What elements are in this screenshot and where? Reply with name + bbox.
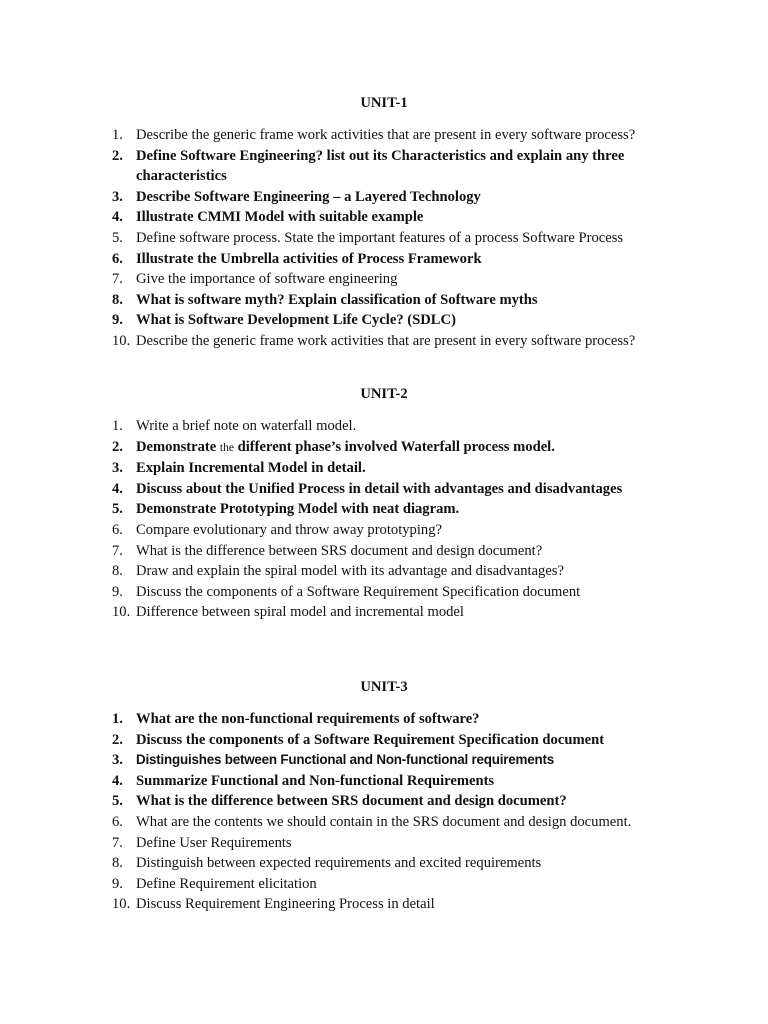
question-number: 6.	[112, 813, 123, 830]
question-number: 4.	[112, 772, 123, 789]
question-item	[112, 499, 672, 520]
question-item	[112, 750, 672, 771]
question-text: Difference between spiral model and incremental model	[136, 604, 464, 621]
question-item	[112, 416, 672, 437]
question-number: 3.	[112, 188, 123, 205]
question-item	[112, 602, 672, 623]
question-text: Illustrate the Umbrella activities of Process Framework	[136, 250, 482, 267]
question-text: Discuss the components of a Software Requirement Specification document	[136, 731, 605, 748]
question-item	[112, 582, 672, 603]
unit-2-question-list	[112, 416, 672, 623]
question-text: Demonstrate Prototyping Model with neat diagram.	[136, 501, 460, 518]
question-number: 8.	[112, 563, 123, 580]
question-item	[112, 458, 672, 479]
question-number: 1.	[112, 418, 123, 434]
question-item	[112, 249, 672, 270]
question-text: Describe the generic frame work activities that are present in every software process?	[136, 127, 636, 143]
question-item	[112, 437, 672, 459]
unit-2-title: UNIT-2	[360, 386, 408, 402]
question-number: 3.	[112, 752, 123, 769]
question-number: 2.	[112, 731, 123, 748]
question-text: What is the difference between SRS document and design document?	[136, 542, 543, 559]
question-item	[112, 541, 672, 562]
question-item	[112, 791, 672, 812]
question-text: Discuss about the Unified Process in detail with advantages and disadvantages	[136, 480, 623, 497]
question-number: 10.	[112, 896, 131, 913]
question-number: 3.	[112, 460, 123, 477]
question-item	[112, 187, 672, 208]
question-item	[112, 228, 672, 249]
question-item	[112, 269, 672, 290]
question-number: 7.	[112, 542, 123, 559]
question-text: Give the importance of software engineering	[136, 271, 398, 288]
question-number: 6.	[112, 521, 123, 538]
question-number: 8.	[112, 855, 123, 872]
question-item	[112, 812, 672, 833]
question-number: 1.	[112, 711, 123, 727]
question-text: Describe Software Engineering – a Layered Technology	[136, 188, 481, 205]
question-text: Discuss the components of a Software Requirement Specification document	[136, 583, 581, 600]
question-item	[112, 561, 672, 582]
question-number: 7.	[112, 271, 123, 288]
question-text: What is the difference between SRS document and design document?	[136, 793, 567, 810]
question-text: What is software myth? Explain classification of Software myths	[136, 291, 538, 308]
question-item	[112, 853, 672, 874]
question-item	[112, 833, 672, 854]
question-number: 4.	[112, 209, 123, 226]
question-item	[112, 520, 672, 541]
question-text: What are the contents we should contain in the SRS document and design document.	[136, 813, 632, 830]
question-number: 2.	[112, 147, 123, 164]
question-text: Discuss Requirement Engineering Process in detail	[136, 896, 435, 913]
question-number: 2.	[112, 438, 123, 455]
question-item	[112, 894, 672, 915]
question-item	[112, 771, 672, 792]
question-text: Define Requirement elicitation	[136, 875, 317, 892]
question-number: 10.	[112, 332, 131, 349]
question-text-small-word: the	[219, 441, 234, 454]
question-item	[112, 310, 672, 331]
unit-3-title: UNIT-3	[360, 679, 408, 695]
question-text-part-a: Demonstrate	[136, 438, 217, 455]
question-number: 1.	[112, 127, 123, 143]
question-text: Define Software Engineering? list out its Characteristics and explain any three characteristics	[136, 147, 625, 185]
question-number: 9.	[112, 312, 123, 329]
question-number: 7.	[112, 834, 123, 851]
question-text: Summarize Functional and Non-functional Requirements	[136, 772, 495, 789]
question-item	[112, 125, 672, 146]
question-text: What are the non-functional requirements of software?	[136, 711, 480, 727]
question-text: Distinguishes between Functional and Non-functional requirements	[136, 752, 554, 768]
question-number: 8.	[112, 291, 123, 308]
question-number: 5.	[112, 229, 123, 246]
question-number: 5.	[112, 501, 123, 518]
question-item	[112, 331, 672, 352]
unit-3-question-list	[112, 709, 672, 915]
question-item	[112, 730, 672, 751]
question-number: 4.	[112, 480, 123, 497]
question-item	[112, 874, 672, 895]
question-number: 9.	[112, 583, 123, 600]
question-text: Compare evolutionary and throw away prototyping?	[136, 521, 442, 538]
question-text: Define software process. State the important features of a process Software Process	[136, 229, 624, 246]
question-text: Explain Incremental Model in detail.	[136, 460, 366, 477]
unit-1-title: UNIT-1	[360, 95, 408, 111]
question-number: 5.	[112, 793, 123, 810]
question-number: 10.	[112, 604, 131, 621]
unit-1-question-list	[112, 125, 672, 352]
question-item	[112, 146, 672, 187]
question-text: Write a brief note on waterfall model.	[136, 418, 357, 434]
question-item	[112, 207, 672, 228]
question-text: Define User Requirements	[136, 834, 292, 851]
question-text: Distinguish between expected requirements and excited requirements	[136, 855, 542, 872]
question-number: 6.	[112, 250, 123, 267]
question-text: What is Software Development Life Cycle? (SDLC)	[136, 312, 456, 329]
question-item	[112, 479, 672, 500]
question-text: Describe the generic frame work activities that are present in every software process?	[136, 332, 636, 349]
question-item	[112, 709, 672, 730]
question-text: Illustrate CMMI Model with suitable example	[136, 209, 424, 226]
question-text-part-b: different phase’s involved Waterfall process model.	[237, 438, 555, 455]
question-text: Draw and explain the spiral model with its advantage and disadvantages?	[136, 563, 564, 580]
question-number: 9.	[112, 875, 123, 892]
question-item	[112, 290, 672, 311]
